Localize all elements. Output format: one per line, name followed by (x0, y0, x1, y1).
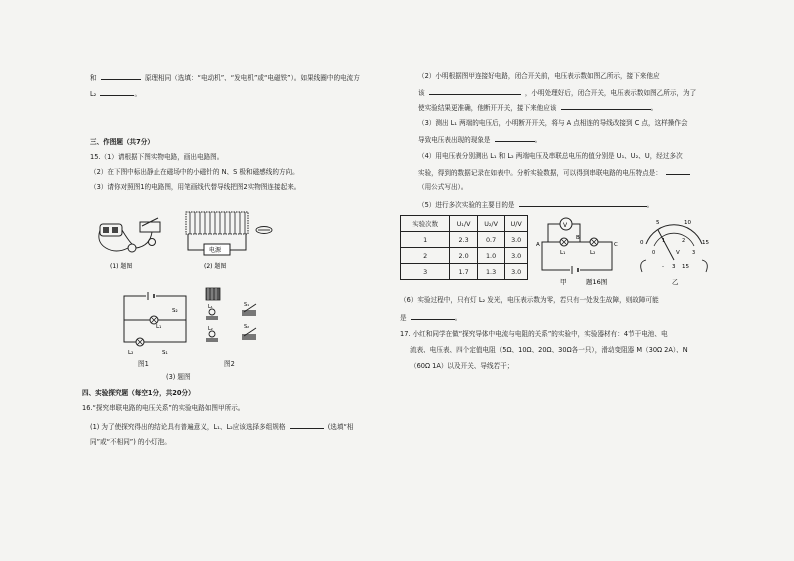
q16-part4-line3: （用公式写出）。 (418, 183, 468, 191)
table-cell: 2 (401, 248, 450, 264)
q16-part3: （3）测出 L₁ 两端的电压后，小明断开开关，将与 A 点相连的导线改接到 C 点，这样操作会 (418, 119, 688, 127)
q16-part2-line3: 使实验结果更准确，他断开开关，接下来他应该 。 (418, 104, 658, 112)
meter-terminal-minus: - (662, 264, 664, 270)
table-cell: 1.7 (450, 264, 477, 280)
text-shi: 是 (400, 314, 407, 322)
meter-tick-5: 5 (656, 220, 660, 226)
fig-i-caption: 图1 (138, 360, 149, 368)
section-4-title: 四、实验探究题（每空1分，共20分） (82, 389, 195, 397)
text-purpose: （5）进行多次实验的主要目的是 (418, 201, 515, 209)
text-after: ，小明处理好后，闭合开关，电压表示数如图乙所示，为了 (524, 89, 697, 97)
voltmeter-label: V (563, 222, 568, 229)
text-next-step: 使实验结果更准确，他断开开关，接下来他应该 (418, 104, 557, 112)
table-cell: 3.0 (505, 264, 528, 280)
fig-yi-voltmeter (632, 210, 716, 290)
table-header-row (401, 216, 528, 232)
meter-tick-10: 10 (684, 220, 691, 226)
table-cell: 3 (401, 264, 450, 280)
table-cell: 1.3 (477, 264, 504, 280)
fig-3-circuit-diagram (118, 290, 198, 360)
fig-jia-caption: 甲 (560, 278, 567, 286)
lamp-l1-label: L₁ (560, 250, 566, 256)
q16-part3-line2: 导致电压表出现的现象是 。 (418, 136, 542, 144)
table-row (401, 248, 528, 264)
q16-part6: （6）实验过程中，只有灯 L₂ 发光，电压表示数为零，若只有一处发生故障，则故障可能 (400, 296, 659, 304)
q16-part4-line2 (418, 167, 690, 178)
fig-yi-caption: 乙 (672, 278, 679, 286)
table-cell: 0.7 (477, 232, 504, 248)
meter-unit-v: V (676, 250, 680, 256)
fig-3-caption: (3) 题图 (166, 373, 191, 381)
table-cell: 2.0 (450, 248, 477, 264)
fig3b-l1-label: L₁ (208, 304, 213, 310)
table-cell: 3.0 (505, 232, 528, 248)
fig-1-caption: (1) 题图 (110, 263, 133, 270)
table-cell: 2.3 (450, 232, 477, 248)
fig3b-s1-label: S₁ (244, 302, 250, 308)
fig-1-circuit-drawing (96, 212, 176, 272)
fig3b-s2-label: S₂ (244, 324, 250, 330)
voltage-data-table (400, 215, 528, 280)
q16-part5: （5）进行多次实验的主要目的是 。 (418, 201, 654, 209)
answer-blank[interactable] (666, 167, 690, 175)
fig3-l1-label: L₁ (156, 324, 162, 330)
fig-16-caption: 题16图 (586, 278, 608, 286)
answer-blank[interactable] (519, 199, 647, 207)
text-he: 和 (90, 74, 97, 82)
answer-blank[interactable] (411, 312, 455, 320)
q16-part2: （2）小明根据图甲连接好电路，闭合开关前，电压表示数如图乙所示，接下来他应 (418, 72, 660, 80)
section-3-title: 三、作图题（共7分） (90, 138, 154, 146)
meter-inner-1: 1 (662, 238, 666, 244)
table-header: U/V (505, 216, 528, 232)
answer-blank[interactable] (495, 134, 535, 142)
q16-stem: 16.“探究串联电路的电压关系”的实验电路如图甲所示。 (82, 404, 245, 412)
meter-tick-0: 0 (640, 240, 644, 246)
text-direction: L₂ (90, 90, 97, 98)
fig3-s2-label: S₂ (172, 308, 178, 314)
answer-blank[interactable] (100, 88, 134, 96)
q17-stem-line3: （60Ω 1A）以及开关、导线若干； (410, 362, 514, 370)
table-header: 实验次数 (401, 216, 450, 232)
q17-stem-line2: 流表、电压表、四个定值电阻（5Ω、10Ω、20Ω、30Ω各一只），滑动变阻器 M（30Ω 2A）、N (410, 346, 688, 354)
q14-line2: L₂ 。 (90, 90, 142, 98)
table-header: U₂/V (477, 216, 504, 232)
q14-continuation (90, 72, 360, 83)
table-header: U₁/V (450, 216, 477, 232)
fig-2-caption: (2) 题图 (204, 263, 227, 270)
q16-part2-line2 (418, 87, 696, 98)
meter-inner-3: 3 (692, 250, 696, 256)
q16-part4: （4）用电压表分别测出 L₁ 和 L₂ 两端电压及串联总电压的值分别是 U₁、U₂、U，经过多次 (418, 152, 683, 160)
point-a-label: A (536, 242, 540, 248)
fig3b-l2-label: L₂ (208, 326, 213, 332)
q16-part1-option: (选填“相 (327, 423, 354, 431)
q16-part1-line2: 同”或“不相同”) 的小灯泡。 (90, 438, 171, 446)
text-conclusion: 实验，得到的数据记录在如表中。分析实验数据，可以得到串联电路的电压特点是： (418, 169, 662, 177)
text-gai: 该 (418, 89, 425, 97)
meter-inner-2: 2 (682, 238, 686, 244)
meter-inner-0: 0 (652, 250, 656, 256)
power-source-label: 电源 (209, 247, 222, 254)
meter-terminal-3: 3 (672, 264, 676, 270)
point-b-label: B (576, 235, 580, 241)
answer-blank[interactable] (429, 87, 521, 95)
answer-blank[interactable] (290, 421, 324, 429)
table-row (401, 264, 528, 280)
answer-blank[interactable] (561, 102, 651, 110)
lamp-l2-label: L₂ (590, 250, 596, 256)
text-phenomenon: 导致电压表出现的现象是 (418, 136, 491, 144)
meter-terminal-15: 15 (682, 264, 689, 270)
q15-part2: （2）在下图中标出静止在磁场中的小磁针的 N、S 极和磁感线的方向。 (90, 168, 299, 176)
fig-3-physical-components (198, 284, 278, 356)
q15-part1: 15.（1）请根据下图实物电路，画出电路图。 (90, 153, 224, 161)
point-c-label: C (614, 242, 618, 248)
q15-part3: （3）请你对照图1的电路图，用笔画线代替导线把图2实物图连接起来。 (90, 183, 301, 191)
fig3-l2-label: L₂ (128, 350, 134, 356)
fig-2-solenoid-drawing (182, 208, 282, 272)
fig3-s1-label: S₁ (162, 350, 168, 356)
fig-jia-circuit (536, 212, 626, 288)
table-cell: 3.0 (505, 248, 528, 264)
q16-part1 (90, 421, 354, 432)
fig-ii-caption: 图2 (224, 360, 235, 368)
text-principle: 原理相同（选填：“电动机”、“发电机”或“电磁铁”）。如果线圈中的电流方 (144, 74, 360, 82)
q16-part6-line2: 是 。 (400, 314, 462, 322)
answer-blank[interactable] (101, 72, 141, 80)
table-row (401, 232, 528, 248)
q16-part1-text: (1) 为了使探究得出的结论具有普遍意义，L₁、L₂应该选择多组规格 (90, 423, 286, 431)
table-cell: 1.0 (477, 248, 504, 264)
q17-stem: 17. 小红和同学在做“探究导体中电流与电阻的关系”的实验中，实验器材有：4节干电池、电 (400, 330, 668, 338)
table-cell: 1 (401, 232, 450, 248)
meter-tick-15: 15 (702, 240, 709, 246)
